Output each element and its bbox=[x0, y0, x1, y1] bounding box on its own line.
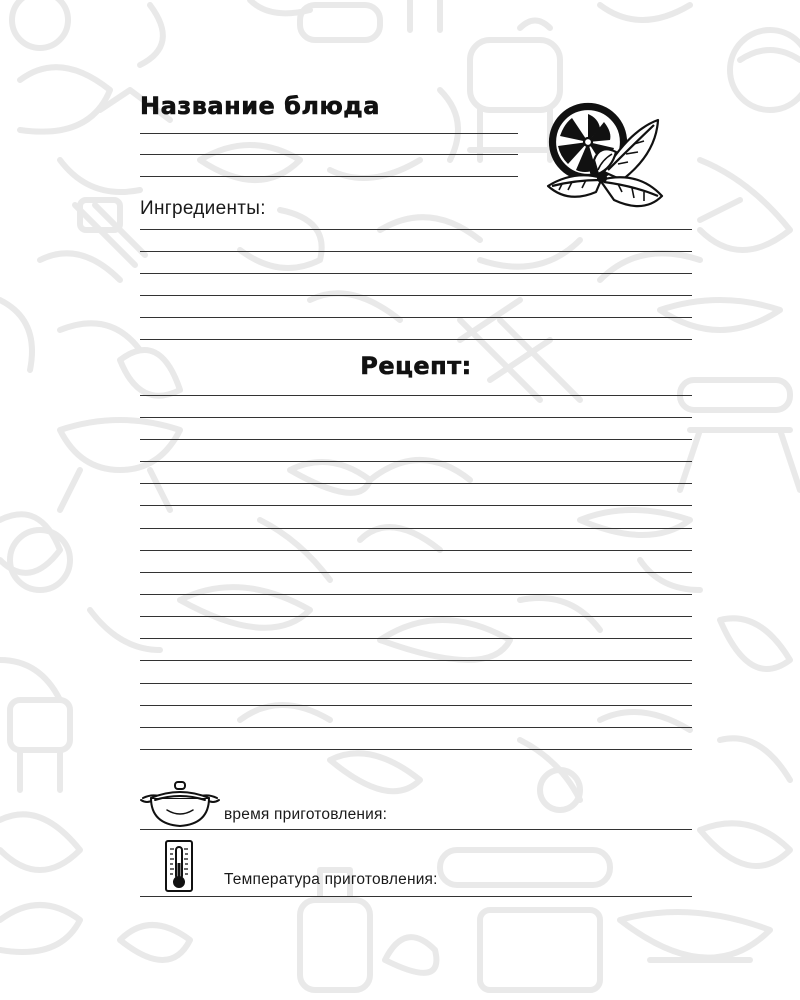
recipe-line[interactable] bbox=[140, 683, 692, 684]
ingredients-label: Ингредиенты: bbox=[140, 198, 266, 219]
ingredients-line[interactable] bbox=[140, 317, 692, 318]
recipe-line[interactable] bbox=[140, 550, 692, 551]
ingredients-line[interactable] bbox=[140, 295, 692, 296]
ingredients-line[interactable] bbox=[140, 339, 692, 340]
pot-icon bbox=[137, 780, 223, 830]
recipe-line[interactable] bbox=[140, 705, 692, 706]
lemon-mint-icon bbox=[538, 100, 664, 214]
cooking-temperature-label: Температура приготовления: bbox=[224, 871, 438, 888]
recipe-line[interactable] bbox=[140, 749, 692, 750]
recipe-line[interactable] bbox=[140, 483, 692, 484]
recipe-line[interactable] bbox=[140, 395, 692, 396]
thermometer-icon bbox=[164, 839, 194, 893]
recipe-heading: Рецепт: bbox=[360, 352, 472, 380]
ingredients-line[interactable] bbox=[140, 273, 692, 274]
recipe-line[interactable] bbox=[140, 461, 692, 462]
ingredients-line[interactable] bbox=[140, 251, 692, 252]
dish-name-line[interactable] bbox=[140, 133, 518, 134]
dish-name-line[interactable] bbox=[140, 176, 518, 177]
recipe-line[interactable] bbox=[140, 528, 692, 529]
recipe-line[interactable] bbox=[140, 660, 692, 661]
recipe-line[interactable] bbox=[140, 439, 692, 440]
dish-name-title: Название блюда bbox=[140, 92, 380, 120]
cooking-temperature-line[interactable] bbox=[140, 896, 692, 897]
recipe-line[interactable] bbox=[140, 417, 692, 418]
recipe-line[interactable] bbox=[140, 505, 692, 506]
cooking-time-label: время приготовления: bbox=[224, 806, 388, 823]
dish-name-line[interactable] bbox=[140, 154, 518, 155]
recipe-line[interactable] bbox=[140, 572, 692, 573]
recipe-line[interactable] bbox=[140, 638, 692, 639]
recipe-line[interactable] bbox=[140, 727, 692, 728]
cooking-time-line[interactable] bbox=[140, 829, 692, 830]
ingredients-line[interactable] bbox=[140, 229, 692, 230]
recipe-line[interactable] bbox=[140, 616, 692, 617]
recipe-line[interactable] bbox=[140, 594, 692, 595]
